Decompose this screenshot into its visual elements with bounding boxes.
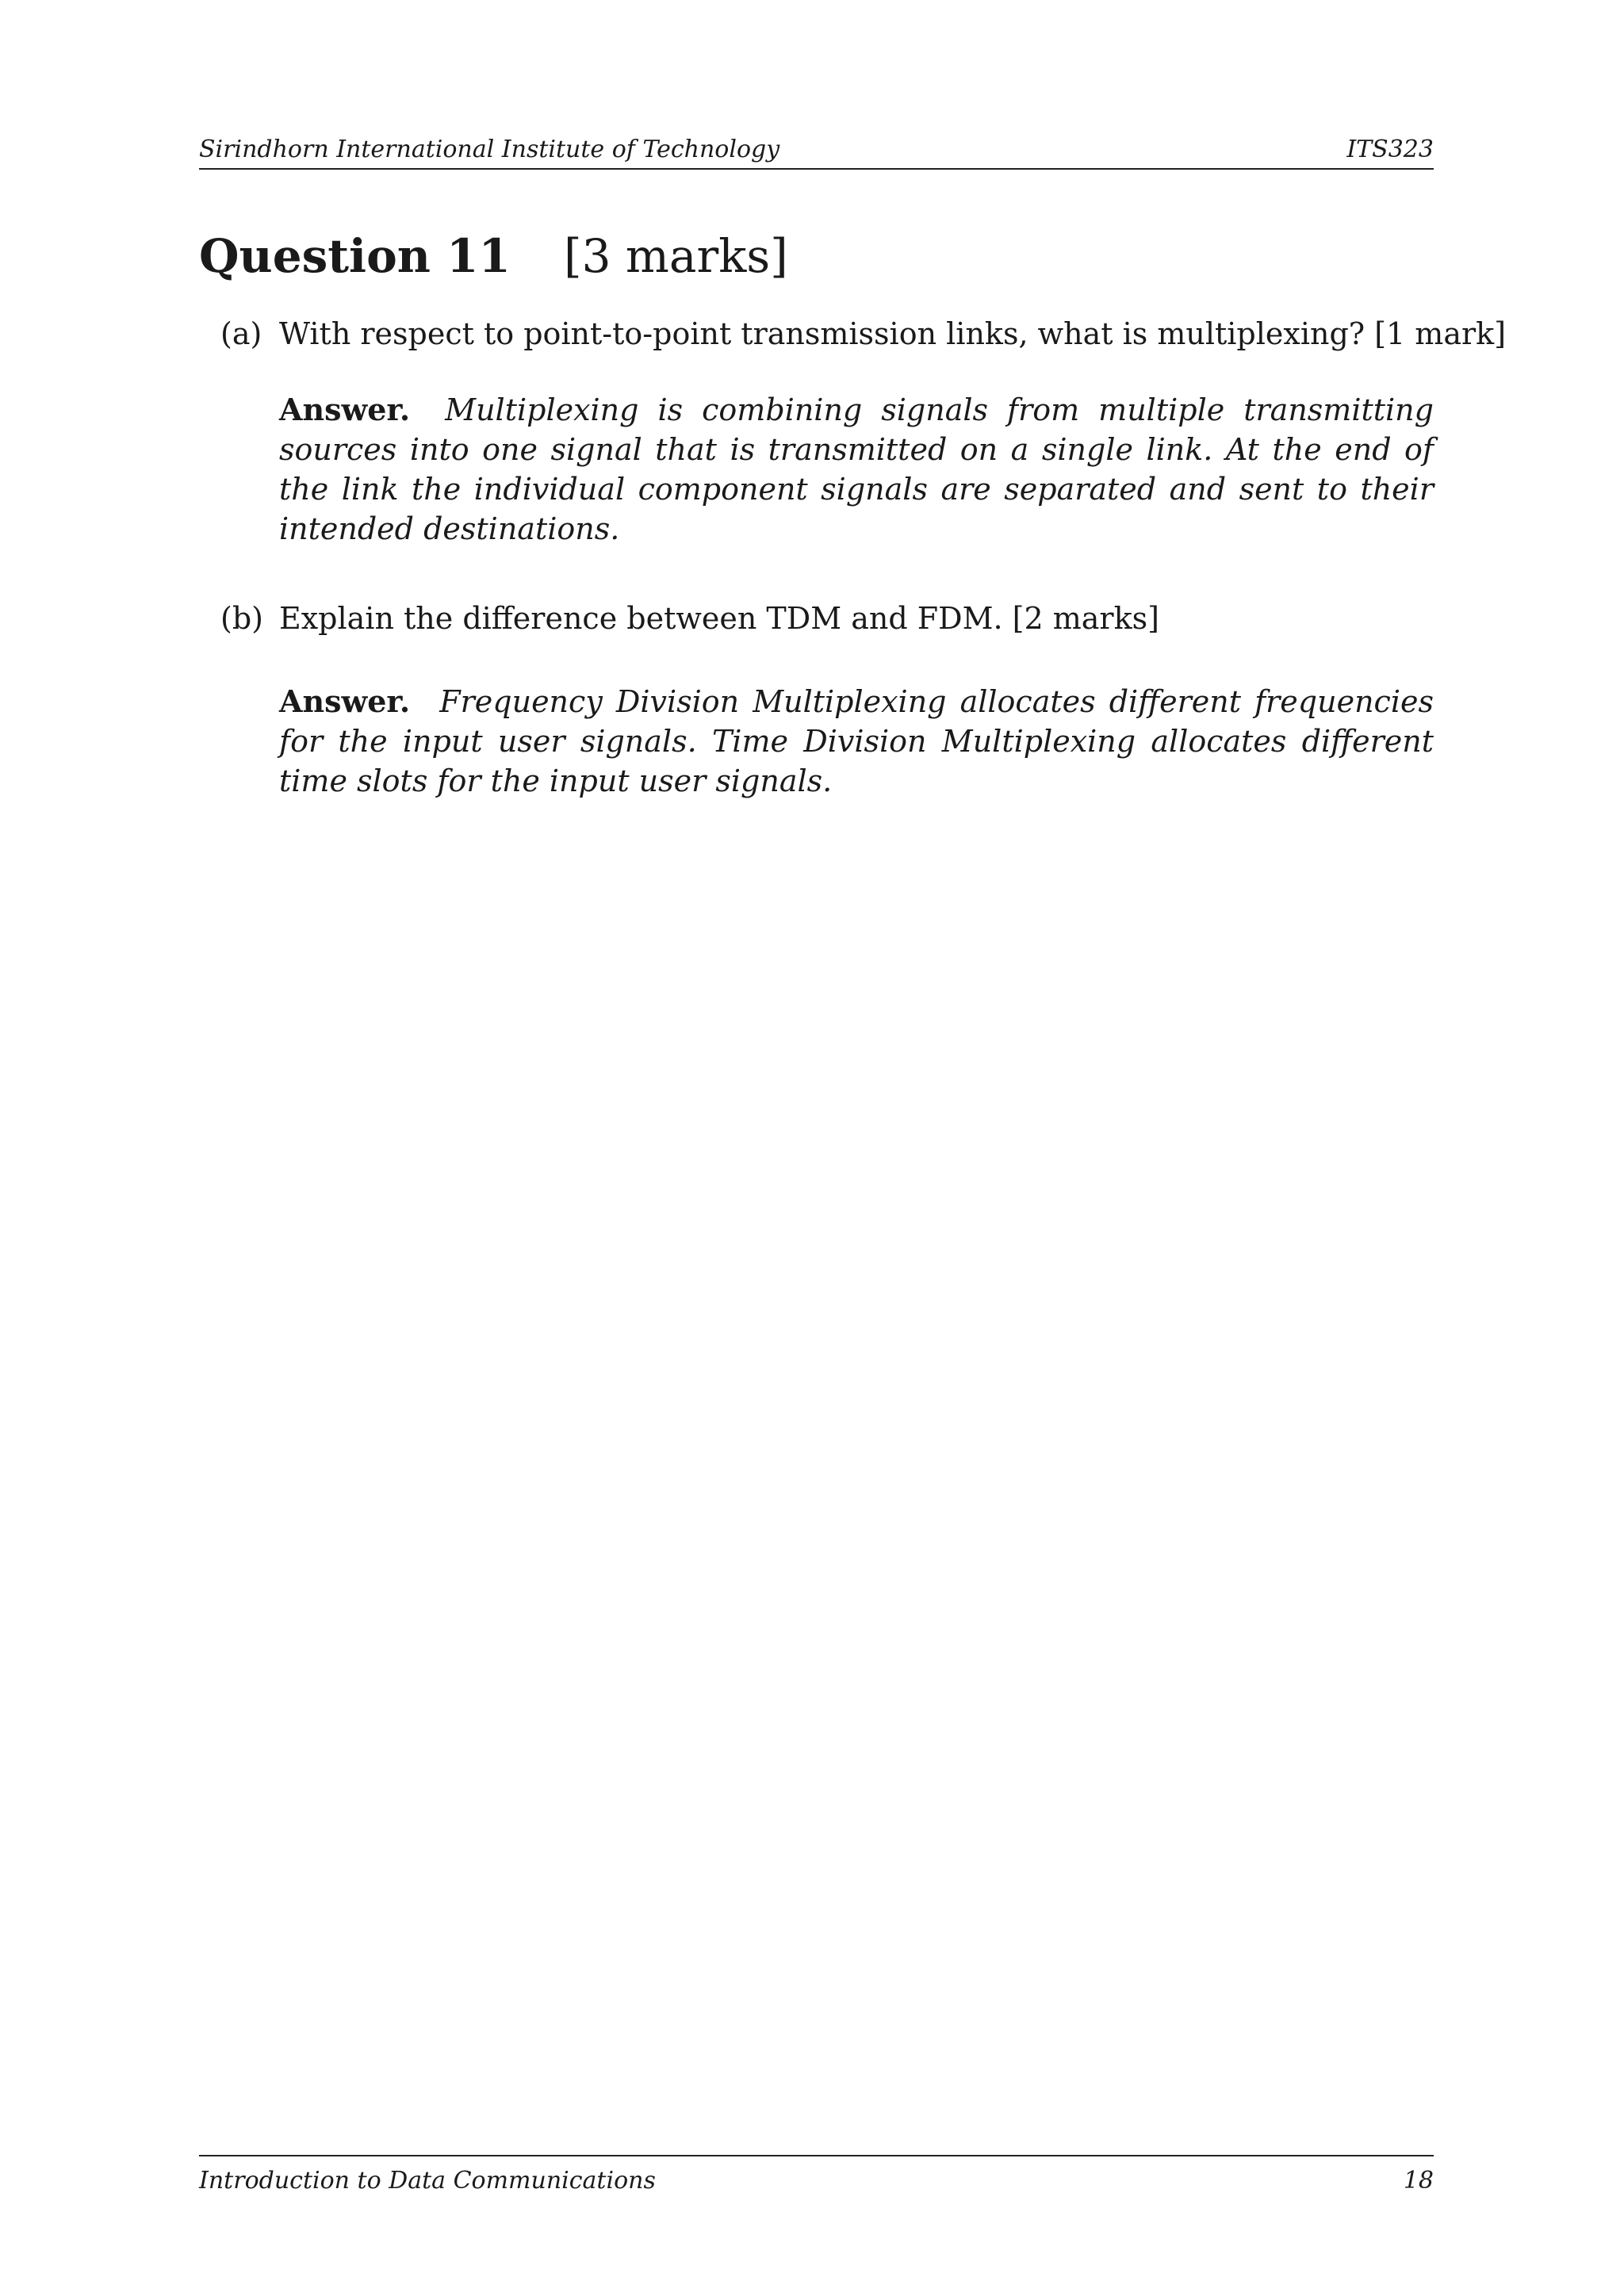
answer-label: Answer.	[279, 392, 411, 427]
answer-label: Answer.	[279, 683, 411, 719]
part-question-text: With respect to point-to-point transmission links, what is multiplexing? [1 mark]	[279, 316, 1507, 351]
footer-course-title: Introduction to Data Communications	[199, 2167, 656, 2195]
answer-text: Multiplexing is combining signals from multiple transmitting sources into one signal that is transmitted on a single link. At the end of the link the individual component signals are separated and sent to their intended destinations.	[279, 392, 1434, 546]
page-header	[199, 132, 1434, 170]
part-question-text: Explain the difference between TDM and FDM. [2 marks]	[279, 601, 1159, 636]
question-marks: [3 marks]	[563, 229, 788, 283]
question-part-a	[220, 312, 1507, 546]
answer-block	[279, 390, 1434, 549]
question-title: Question 11	[199, 229, 511, 283]
part-label: (a)	[220, 316, 262, 351]
part-label: (b)	[220, 601, 263, 636]
answer-block	[279, 682, 1434, 801]
answer-text: Frequency Division Multiplexing allocates different frequencies for the input user signals. Time Division Multiplexing allocates different time slots for the input user signals.	[279, 684, 1434, 798]
question-heading	[199, 224, 788, 288]
footer-page-number: 18	[1403, 2167, 1434, 2195]
header-institution: Sirindhorn International Institute of Technology	[199, 136, 780, 163]
question-part-b	[220, 596, 1434, 818]
page-footer	[199, 2155, 1434, 2198]
header-course-code: ITS323	[1346, 136, 1434, 163]
